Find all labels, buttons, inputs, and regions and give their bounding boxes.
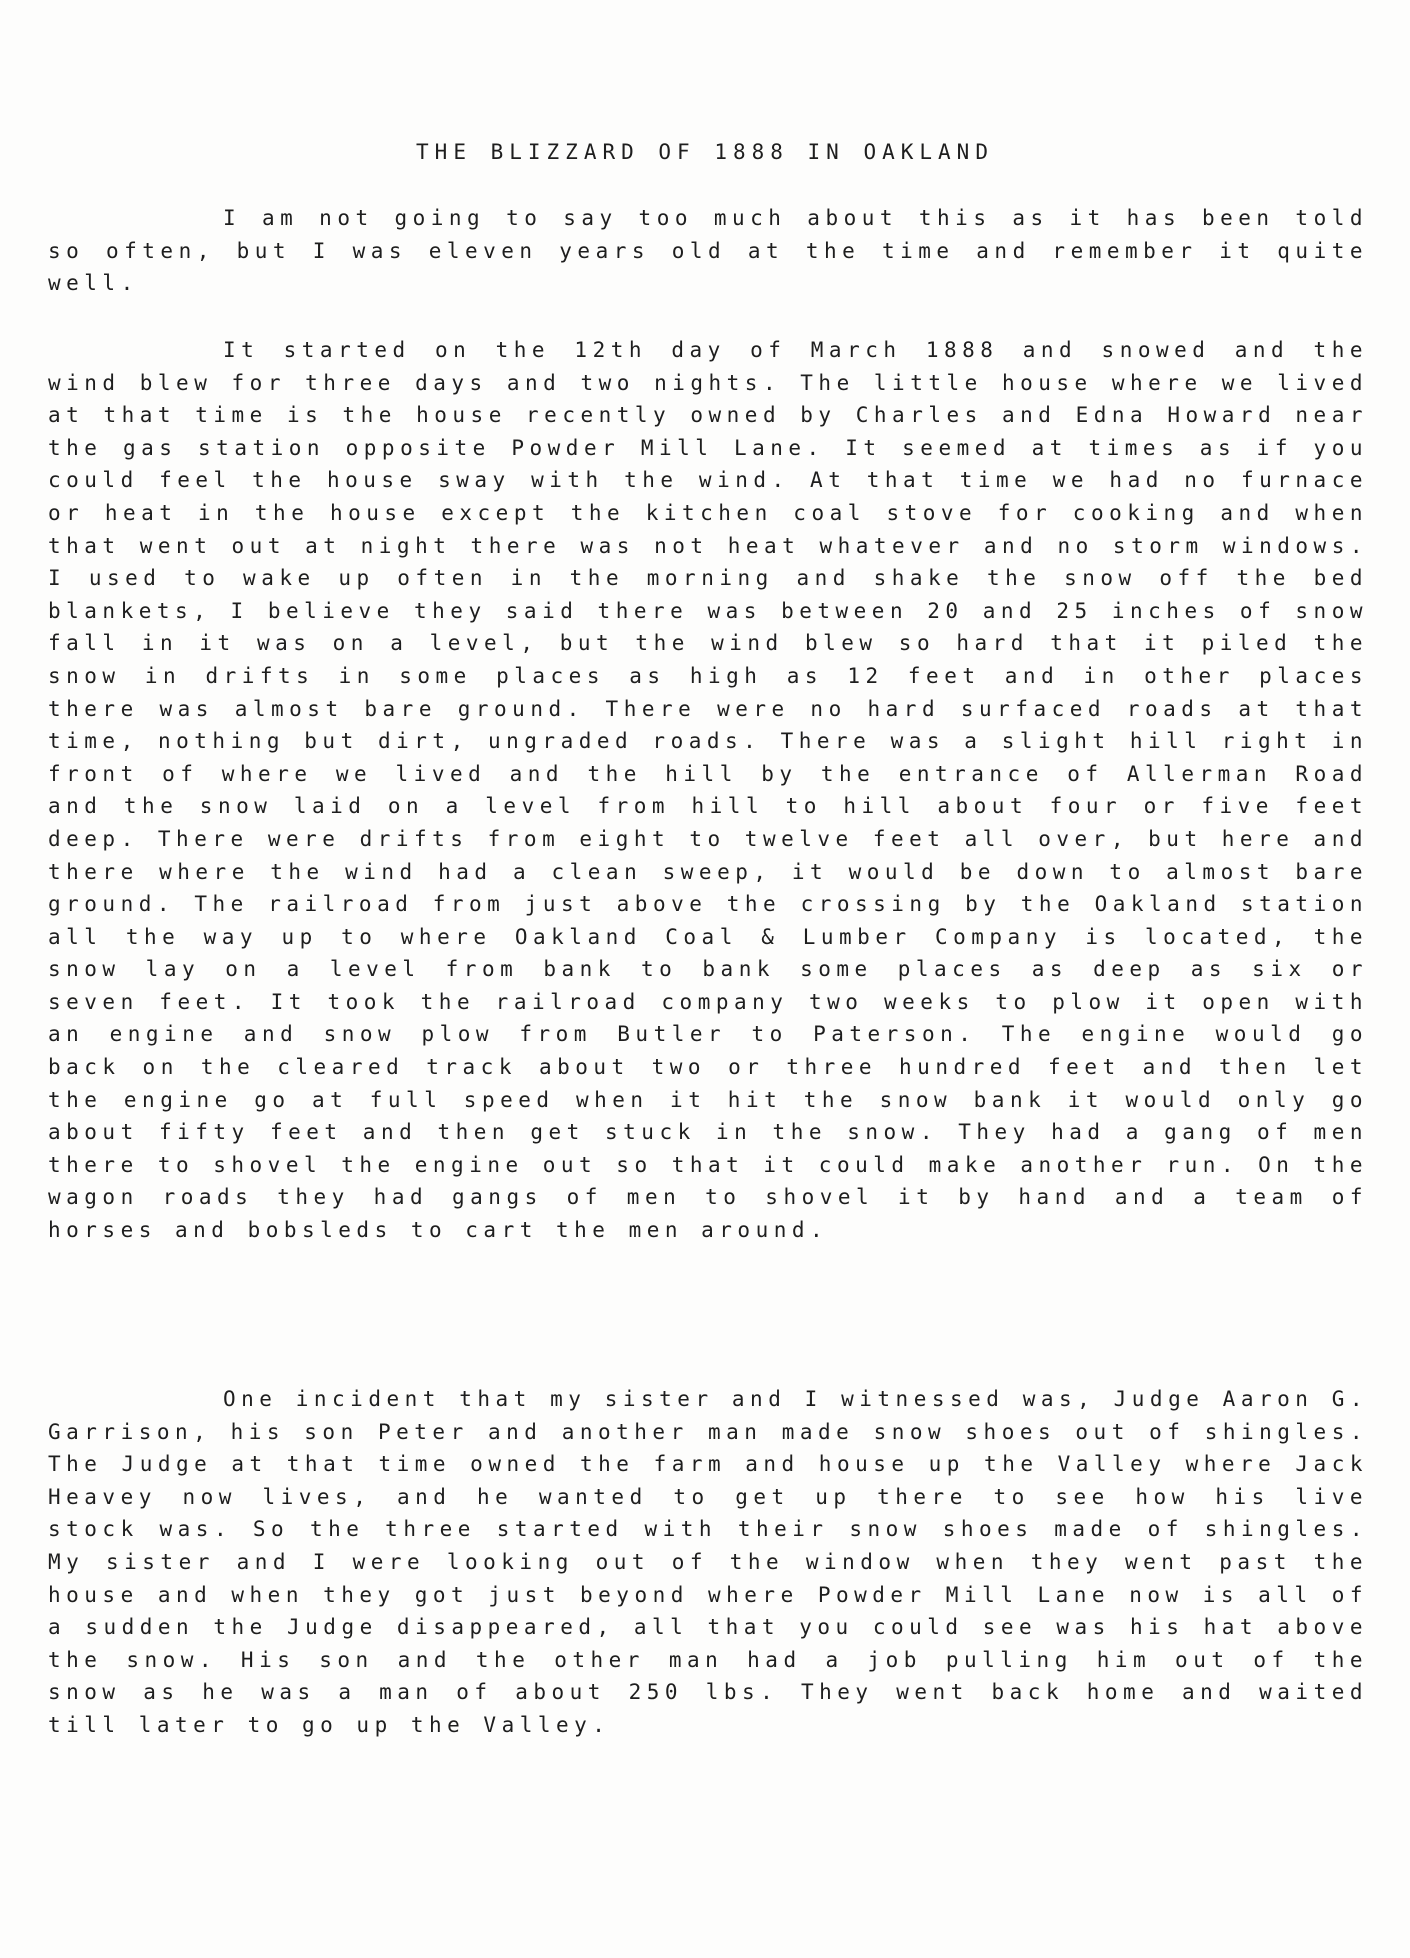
page-title: THE BLIZZARD OF 1888 IN OAKLAND — [416, 140, 994, 164]
paragraph-incident: One incident that my sister and I witnessed was, Judge Aaron G. Garrison, his son Peter and another man made snow shoes out of shingles. The Judge at that time owned the farm and house up the Valley where Jack Heavey now lives, and he wanted to get up there to see how his live stock was. So the three started with their snow shoes made of shingles. My sister and I were looking out of the window when they went past the house and when they got just beyond where Powder Mill Lane now is all of a sudden the Judge disappeared, all that you could see was his hat above the snow. His son and the other man had a job pulling him out of the snow as he was a man of about 250 lbs. They went back home and waited till later to go up the Valley. — [48, 1387, 1368, 1737]
paragraph-intro: I am not going to say too much about this as it has been told so often, but I was eleven years old at the time and remember it quite well. — [48, 206, 1368, 296]
paragraph-storm: It started on the 12th day of March 1888 and snowed and the wind blew for three days and two nights. The little house where we lived at that time is the house recently owned by Charles and Edna Howard near the gas station opposite Powder Mill Lane. It seemed at times as if you could feel the house sway with the wind. At that time we had no furnace or heat in the house except the kitchen coal stove for cooking and when that went out at night there was not heat whatever and no storm windows. I used to wake up often in the morning and shake the snow off the bed blankets, I believe they said there was between 20 and 25 inches of snow fall in it was on a level, but the wind blew so hard that it piled the snow in drifts in some places as high as 12 feet and in other places there was almost bare ground. There were no hard surfaced roads at that time, nothing but dirt, ungraded roads. There was a slight hill right in front of where we lived and the hill by the entrance of Allerman Road and the snow laid on a level from hill to hill about four or five feet deep. There were drifts from eight to twelve feet all over, but here and there where the wind had a clean sweep, it would be down to almost bare ground. The railroad from just above the crossing by the Oakland station all the way up to where Oakland Coal & Lumber Company is located, the snow lay on a level from bank to bank some places as deep as six or seven feet. It took the railroad company two weeks to plow it open with an engine and snow plow from Butler to Paterson. The engine would go back on the cleared track about two or three hundred feet and then let the engine go at full speed when it hit the snow bank it would only go about fifty feet and then get stuck in the snow. They had a gang of men there to shovel the engine out so that it could make another run. On the wagon roads they had gangs of men to shovel it by hand and a team of horses and bobsleds to cart the men around. — [48, 338, 1368, 1243]
